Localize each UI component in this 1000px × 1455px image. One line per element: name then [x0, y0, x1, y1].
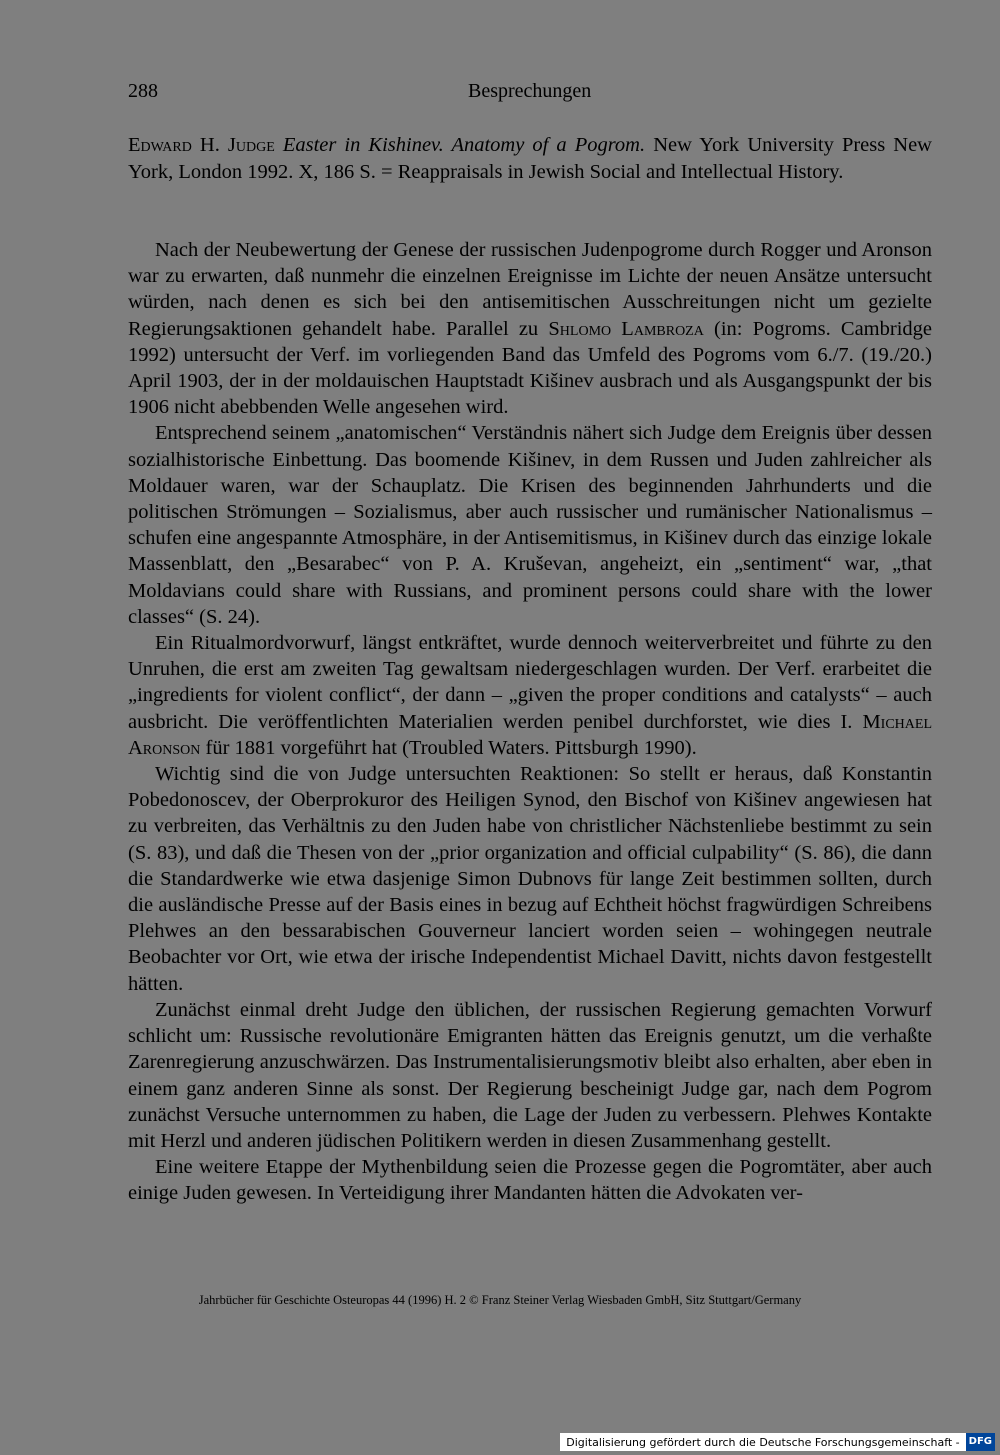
paragraph-3-text-a: Ein Ritualmordvorwurf, längst entkräftet, wurde dennoch weiterverbreitet und führte zu den Unruhen, die erst am zweiten Tag gewaltsam niedergeschlagen wurden. Der Verf. erarbeitet die „ingredients for violent conflict“, der dann – „given the proper conditions and catalysts“ – auch ausbricht. Die veröffentlichten Materialien werden penibel durchforstet, wie dies I.	[128, 632, 932, 733]
page-header	[128, 80, 932, 110]
paragraph-1-text-b: (in: Pogroms. Cambridge 1992) untersucht der Verf. im vorliegenden Band das Umfeld des Pogroms vom 6./7. (19./20.) April 1903, der in der moldauischen Hauptstadt Kišinev ausbrach und als Ausgangspunkt der bis 1906 nicht abebbenden Welle angesehen wird.	[128, 317, 932, 419]
dfg-credit-banner	[560, 1433, 995, 1451]
paragraph-1-text-a: Nach der Neubewertung der Genese der russischen Judenpogrome durch Rogger und Aronson war zu erwarten, daß nunmehr die einzelnen Ereignisse im Lichte der neuen Ansätze untersucht würden, nach denen es sich bei den antisemitischen Ausschreitungen nicht um gezielte Regierungsaktionen gehandelt habe. Parallel zu	[128, 239, 932, 340]
citation-title: Easter in Kishinev. Anatomy of a Pogrom.	[282, 134, 646, 156]
running-head: Besprechungen	[468, 80, 592, 102]
paragraph-5: Zunächst einmal dreht Judge den üblichen, der russischen Regierung gemachten Vorwurf schlicht um: Russische revolutionäre Emigranten hätten das Ereignis genutzt, um die verhaßte Zarenregierung anzuschwärzen. Das Instrumentalisierungsmotiv bleibt also erhalten, aber eben in einem ganz anderen Sinne als sonst. Der Regierung bescheinigt Judge gar, nach dem Pogrom zunächst Versuche unternommen zu haben, die Lage der Juden zu verbessern. Plehwes Kontakte mit Herzl und anderen jüdischen Politikern werden in diesen Zusammenhang gestellt.	[128, 998, 932, 1152]
author-name-aronson: Michael Aronson	[128, 710, 932, 759]
dfg-credit-text: Digitalisierung gefördert durch die Deutsche Forschungsgemeinschaft -	[566, 1435, 960, 1449]
dfg-logo-icon: DFG	[966, 1433, 995, 1451]
review-citation	[128, 132, 932, 185]
paragraph-6: Eine weitere Etappe der Mythenbildung seien die Prozesse gegen die Pogromtäter, aber auch einige Juden gewesen. In Verteidigung ihrer Mandanten hätten die Advokaten ver-	[128, 1156, 932, 1205]
journal-footer: Jahrbücher für Geschichte Osteuropas 44 (1996) H. 2 © Franz Steiner Verlag Wiesbaden GmbH, Sitz Stuttgart/Germany	[198, 1293, 802, 1307]
author-name-lambroza: Shlomo Lambroza	[548, 317, 704, 340]
paragraph-1	[128, 237, 932, 420]
citation-author: Edward H. Judge	[128, 134, 275, 156]
citation-details: New York University Press New York, London 1992. X, 186 S. = Reappraisals in Jewish Social and Intellectual History.	[128, 134, 932, 183]
paragraph-2: Entsprechend seinem „anatomischen“ Verständnis nähert sich Judge dem Ereignis über dessen sozialhistorische Einbettung. Das boomende Kišinev, in dem Russen und Juden zahlreicher als Moldauer waren, war der Schauplatz. Die Krisen des beginnenden Jahrhunderts und die politischen Strömungen – Sozialismus, aber auch russischer und rumänischer Nationalismus – schufen eine angespannte Atmosphäre, in der Antisemitismus, in Kišinev durch das einzige lokale Massenblatt, den „Besarabec“ von P. A. Kruševan, angeheizt, ein „sentiment“ war, „that Moldavians could share with Russians, and prominent persons could share with the lower classes“ (S. 24).	[128, 422, 932, 628]
paragraph-3-text-b: für 1881 vorgeführt hat (Troubled Waters. Pittsburgh 1990).	[200, 736, 697, 759]
paragraph-3	[128, 630, 932, 761]
review-body	[128, 237, 932, 1207]
page-number: 288	[128, 80, 158, 102]
paragraph-4: Wichtig sind die von Judge untersuchten Reaktionen: So stellt er heraus, daß Konstantin Pobedonoscev, der Oberprokuror des Heiligen Synod, den Bischof von Kišinev angewiesen hat zu verbreiten, das Verhältnis zu den Juden habe von christlicher Nächstenliebe bestimmt zu sein (S. 83), und daß die Thesen von der „prior organization and official culpability“ (S. 86), die dann die Standardwerke wie etwa dasjenige Simon Dubnovs für lange Zeit bestimmen sollten, durch die ausländische Presse auf der Basis eines in bezug auf Echtheit höchst fragwürdigen Schreibens Plehwes an den bessarabischen Gouverneur lanciert worden seien – wohingegen neutrale Beobachter vor Ort, wie etwa der irische Independentist Michael Davitt, nichts davon festgestellt hätten.	[128, 763, 932, 995]
